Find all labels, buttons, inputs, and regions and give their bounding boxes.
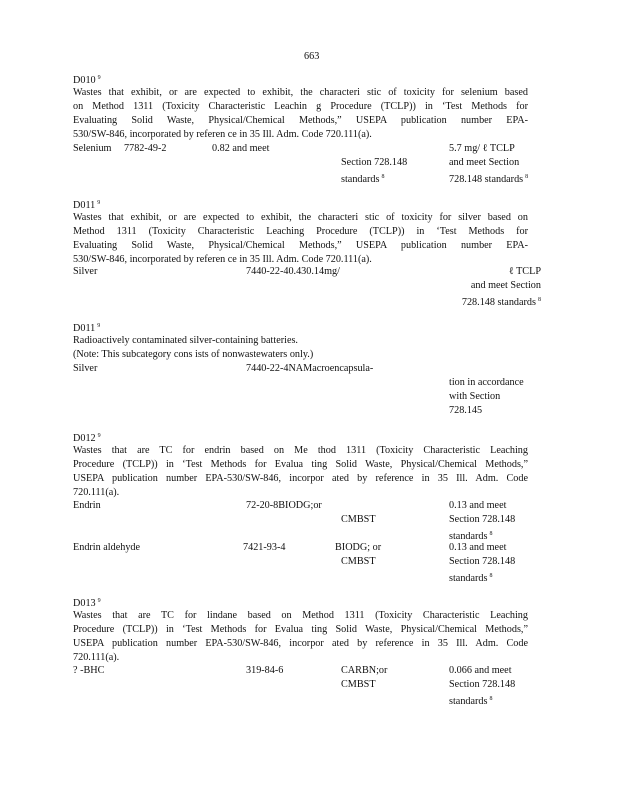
wastewater-standard-cont: CMBST (341, 514, 376, 525)
wastewater-standard-cont: CMBST (341, 556, 376, 567)
constituent-name: Silver (73, 363, 98, 374)
cas-and-wastewater-standard: 72-20-8BIODG;or (246, 500, 322, 511)
nonwastewater-standard: ℓ TCLP and meet Section 728.148 standards $^8$ (461, 266, 541, 308)
description-d013: Wastes that are TC for lindane based on Method 1311 (Toxicity Characteristic Leaching Procedure (TCLP)) in ‘Test Methods for Evalua ting Solid Waste, Physical/Chemical Methods,” USEPA publication number EPA-530/SW-846, incorpor ated by reference in 35 Ill. Adm. Code 720.111(a). (73, 610, 528, 663)
waste-code-d010: D010 $^9$ (73, 75, 101, 86)
cas-and-wastewater-standard: 7440-22-40.430.14mg/ (246, 266, 340, 277)
nonwastewater-standard: 0.13 and meet Section 728.148 standards $^8$ (449, 500, 516, 542)
nonwastewater-standard: 5.7 mg/ ℓ TCLP and meet Section 728.148 standards $^8$ (449, 143, 529, 185)
cas-number: 7782-49-2 (124, 143, 167, 154)
wastewater-standard-cont: Section 728.148 standards $^8$ (341, 157, 408, 185)
cas-number: 319-84-6 (246, 665, 284, 676)
waste-code-d011: D011 $^9$ (73, 200, 101, 211)
constituent-name: Endrin (73, 500, 101, 511)
nonwastewater-standard: tion in accordance with Section 728.145 (449, 377, 524, 416)
wastewater-standard-cont: CMBST (341, 679, 376, 690)
constituent-name: Endrin aldehyde (73, 542, 141, 553)
page-number: 663 (304, 51, 320, 62)
constituent-name: Silver (73, 266, 98, 277)
cas-number: 7421-93-4 (243, 542, 286, 553)
waste-code-d011-batteries: D011 $^9$ (73, 323, 101, 334)
nonwastewater-standard: 0.13 and meet Section 728.148 standards $^8$ (449, 542, 516, 584)
description-d012: Wastes that are TC for endrin based on Me thod 1311 (Toxicity Characteristic Leaching Procedure (TCLP)) in ‘Test Methods for Evalua ting Solid Waste, Physical/Chemical Methods,” USEPA publication number EPA-530/SW-846, incorpor ated by reference in 35 Ill. Adm. Code 720.111(a). (73, 445, 528, 498)
description-line: Radioactively contaminated silver-containing batteries. (73, 335, 298, 346)
description-d010: Wastes that exhibit, or are expected to exhibit, the characteri stic of toxicity for selenium based on Method 1311 (Toxicity Characteristic Leachin g Procedure (TCLP)) in ‘Test Methods for Evaluating Solid Waste, Physical/Chemical Methods,” USEPA publication number EPA- 530/SW-846, incorporated by referen ce in 35 Ill. Adm. Code 720.111(a). (73, 87, 528, 140)
description-d011: Wastes that exhibit, or are expected to exhibit, the characteri stic of toxicity for silver based on Method 1311 (Toxicity Characteristic Leaching Procedure (TCLP)) in ‘Test Methods for Evaluating Solid Waste, Physical/Chemical Methods,” USEPA publication number EPA- 530/SW-846, incorporated by referen ce in 35 Ill. Adm. Code 720.111(a). (73, 212, 528, 265)
constituent-name: Selenium (73, 143, 112, 154)
wastewater-standard: 0.82 and meet (212, 143, 270, 154)
wastewater-standard: BIODG; or (335, 542, 382, 553)
constituent-name: ? -BHC (73, 665, 105, 676)
description-note: (Note: This subcategory cons ists of nonwastewaters only.) (73, 349, 314, 360)
cas-and-wastewater-standard: 7440-22-4NAMacroencapsula- (246, 363, 374, 374)
nonwastewater-standard: 0.066 and meet Section 728.148 standards $^8$ (449, 665, 516, 707)
waste-code-d012: D012 $^9$ (73, 433, 101, 444)
footnote-mark: 9 (97, 75, 101, 81)
wastewater-standard: CARBN;or (341, 665, 388, 676)
waste-code-d013: D013 $^9$ (73, 598, 101, 609)
